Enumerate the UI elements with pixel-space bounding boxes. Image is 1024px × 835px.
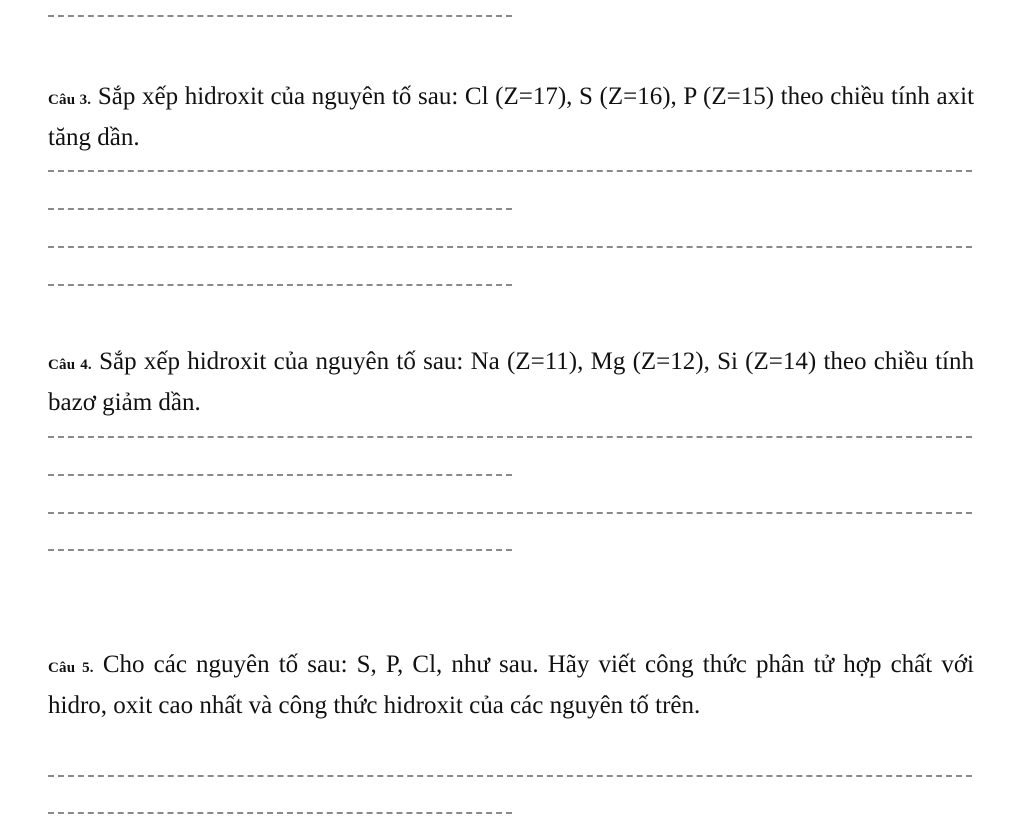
answer-line — [48, 246, 972, 248]
question-4-label: Câu 4. — [48, 357, 92, 373]
answer-line — [48, 812, 512, 814]
question-5-text: Cho các nguyên tố sau: S, P, Cl, như sau. Hãy viết công thức phân tử hợp chất với hidro, oxit cao nhất và công thức hidroxit của các nguyên tố trên. — [48, 651, 974, 719]
question-4 — [48, 343, 974, 421]
question-4-text: Sắp xếp hidroxit của nguyên tố sau: Na (Z=11), Mg (Z=12), Si (Z=14) theo chiều tính bazơ giảm dần. — [48, 348, 975, 416]
answer-line — [48, 775, 972, 777]
answer-line — [48, 15, 512, 17]
answer-line — [48, 512, 972, 514]
answer-line — [48, 170, 972, 172]
answer-line — [48, 284, 512, 286]
answer-line — [48, 474, 512, 476]
question-5-label: Câu 5. — [48, 660, 94, 676]
question-3 — [48, 78, 974, 156]
question-3-label: Câu 3. — [48, 92, 92, 108]
answer-line — [48, 436, 972, 438]
question-3-text: Sắp xếp hidroxit của nguyên tố sau: Cl (Z=17), S (Z=16), P (Z=15) theo chiều tính axit tăng dần. — [48, 83, 975, 151]
answer-line — [48, 549, 512, 551]
question-5 — [48, 646, 974, 724]
answer-line — [48, 208, 512, 210]
